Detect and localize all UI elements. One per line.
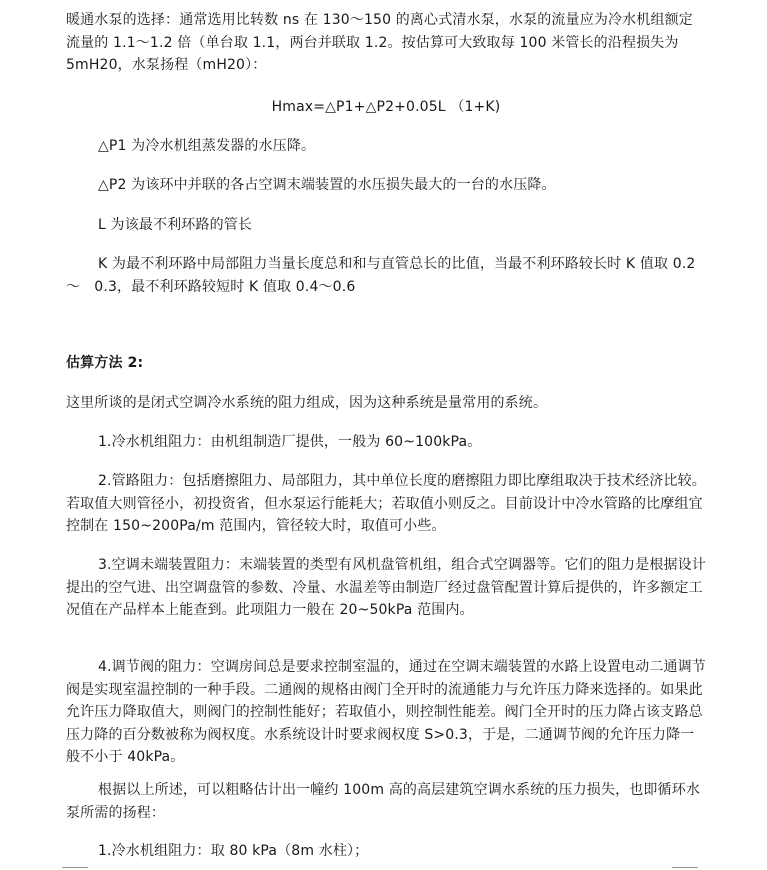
- dp1-definition: △P1 为冷水机组蒸发器的水压降。: [98, 138, 316, 154]
- l-definition: L 为该最不利环路的管长: [98, 217, 253, 233]
- chiller-resistance-value: 1.冷水机组阻力：取 80 kPa（8m 水柱）；: [98, 843, 369, 859]
- section-heading: 估算方法 2:: [66, 355, 144, 371]
- dp2-definition: △P2 为该环中并联的各占空调末端装置的水压损失最大的一台的水压降。: [98, 177, 556, 193]
- chiller-resistance-item: 1.冷水机组阻力：由机组制造厂提供，一般为 60~100kPa。: [98, 434, 482, 450]
- k-definition: K 为最不利环路中局部阻力当量长度总和和与直管总长的比值，当最不利环路较长时 K 值取 0.2～ 0.3，最不利环路较短时 K 值取 0.4～0.6: [66, 256, 696, 295]
- intro-paragraph: 这里所谈的是闭式空调冷水系统的阻力组成，因为这种系统是量常用的系统。: [66, 395, 548, 411]
- pump-selection-paragraph: 暖通水泵的选择：通常选用比转数 ns 在 130～150 的离心式清水泵，水泵的流量应为冷水机组额定流量的 1.1～1.2 倍（单台取 1.1，两台并联取 1.2。按估算可大致取每 100 米管长的沿程损失为 5mH20，水泵扬程（mH20）：: [66, 12, 693, 73]
- pipe-resistance-item: 2.管路阻力：包括磨擦阻力、局部阻力，其中单位长度的磨擦阻力即比摩组取决于技术经济比较。若取值大则管径小，初投资省，但水泵运行能耗大；若取值小则反之。目前设计中冷水管路的比摩组宜控制在 150~200Pa/m 范围内，管径较大时，取值可小些。: [66, 473, 706, 534]
- page-margin-mark-right: [672, 867, 698, 868]
- page-margin-mark-left: [62, 867, 88, 868]
- control-valve-resistance-item: 4.调节阀的阻力：空调房间总是要求控制室温的，通过在空调末端装置的水路上设置电动二通调节阀是实现室温控制的一种手段。二通阀的规格由阀门全开时的流通能力与允许压力降来选择的。如果此允许压力降取值大，则阀门的控制性能好；若取值小，则控制性能差。阀门全开时的压力降占该支路总压力降的百分数被称为阀权度。水系统设计时要求阀权度 S>0.3，于是，二通调节阀的允许压力降一般不小于 40kPa。: [66, 659, 706, 765]
- terminal-unit-resistance-item: 3.空调未端装置阻力：末端装置的类型有风机盘管机组，组合式空调器等。它们的阻力是根据设计提出的空气进、出空调盘管的参数、冷量、水温差等由制造厂经过盘管配置计算后提供的，许多额定工况值在产品样本上能查到。此项阻力一般在 20~50kPa 范围内。: [66, 557, 706, 618]
- summary-paragraph: 根据以上所述，可以粗略估计出一幢约 100m 高的高层建筑空调水系统的压力损失，也即循环水泵所需的扬程：: [66, 782, 701, 821]
- head-formula: Hmax=△P1+△P2+0.05L （1+K): [271, 99, 501, 115]
